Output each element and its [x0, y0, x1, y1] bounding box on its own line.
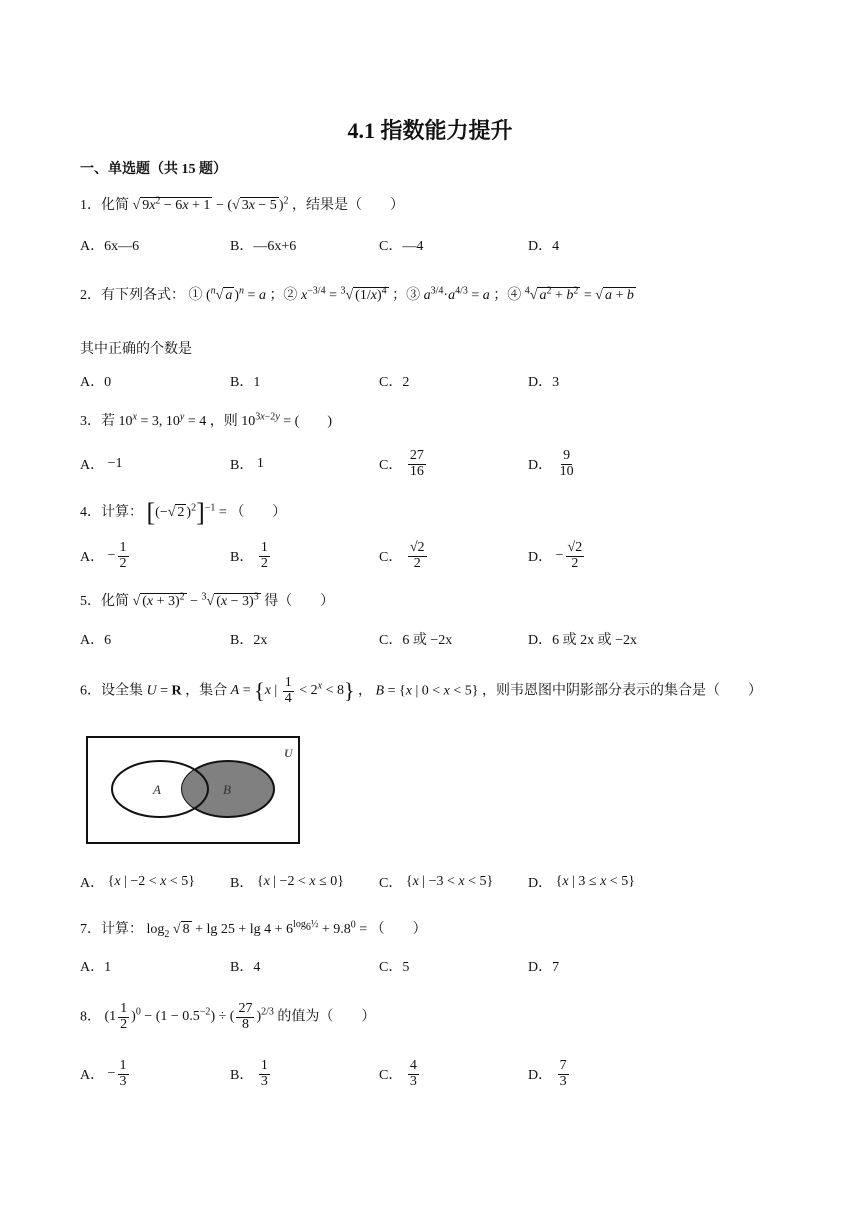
option-a[interactable]: [80, 861, 195, 903]
option-b-label: B．: [230, 876, 254, 891]
question-7-suffix: （ ）: [370, 922, 427, 937]
option-a-formula: {x | −2 < x < 5}: [107, 874, 196, 889]
option-d[interactable]: D． − $\frac{√2}{2}$: [528, 539, 583, 571]
question-6-mid-2: ，: [358, 683, 373, 699]
option-c-label: C．: [379, 876, 403, 891]
question-3-mid: ，则: [209, 414, 238, 429]
option-c-fraction: [408, 1059, 419, 1089]
question-6-prefix: 6．设全集: [80, 683, 143, 699]
universe-label: U: [284, 746, 293, 760]
question-6: [80, 676, 762, 706]
option-a[interactable]: A．0: [80, 375, 112, 390]
question-4: [80, 498, 286, 528]
question-6-suffix: ，则韦恩图中阴影部分表示的集合是（ ）: [482, 683, 762, 699]
option-b-label: B．: [230, 458, 254, 473]
option-d-label: D．: [528, 876, 553, 891]
question-7: [80, 918, 427, 940]
option-c[interactable]: C．—4: [379, 239, 424, 254]
option-b-fraction: [259, 1059, 270, 1089]
option-c[interactable]: C．5: [379, 960, 410, 975]
option-c-label: C．: [379, 550, 403, 565]
question-1-suffix: ，结果是（ ）: [291, 198, 404, 213]
question-2-item-1-label: ①: [188, 288, 203, 303]
question-4-prefix: 4．计算：: [80, 505, 143, 521]
question-3-condition: $10^x = 3$, $10^y = 4$: [118, 411, 207, 429]
question-2-item-2-label: ；②: [269, 288, 298, 303]
numerator: 4: [409, 1057, 417, 1073]
option-a-label: A．: [80, 458, 105, 473]
option-d[interactable]: [528, 861, 635, 903]
option-b-formula: {x | −2 < x ≤ 0}: [256, 874, 345, 889]
numerator: √2: [567, 539, 583, 555]
question-5-formula: √ $(x + 3)^2 - ^3√$ $(x - 3)^3$: [132, 591, 259, 609]
option-a[interactable]: A．6: [80, 633, 112, 648]
option-b-label: B．: [230, 1068, 254, 1083]
option-c[interactable]: [379, 443, 428, 485]
question-2-options: [80, 360, 780, 402]
option-d-fraction: [558, 1059, 569, 1089]
option-a[interactable]: A．6x—6: [80, 239, 140, 254]
option-c[interactable]: [379, 861, 493, 903]
question-8: [80, 1002, 375, 1032]
option-c-formula: {x | −3 < x < 5}: [405, 874, 494, 889]
numerator: 9: [563, 447, 571, 463]
question-8-options: [80, 1053, 780, 1095]
option-c[interactable]: C．2: [379, 375, 410, 390]
question-5-prefix: 5．化简: [80, 594, 129, 609]
question-5-options: [80, 618, 780, 660]
denominator: 16: [409, 463, 424, 479]
question-2-formula-3: $a^{3/4}\cdot a^{4/3} = a$: [423, 285, 490, 303]
question-6-set-b: B = {x | 0 < x < 5}: [375, 683, 479, 699]
denominator: 3: [559, 1073, 567, 1089]
option-b[interactable]: B．4: [230, 960, 261, 975]
option-c-fraction: [408, 541, 427, 571]
venn-diagram: [86, 736, 300, 844]
denominator: 3: [260, 1073, 268, 1089]
question-2: [80, 284, 636, 304]
option-d[interactable]: [528, 1053, 571, 1095]
denominator: 10: [559, 463, 574, 479]
numerator: 27: [409, 447, 424, 463]
question-4-suffix: （ ）: [230, 505, 287, 521]
option-b[interactable]: [230, 1053, 272, 1095]
question-1-options: [80, 224, 780, 266]
option-d-fraction: [566, 541, 585, 571]
question-1: [80, 194, 404, 214]
option-b-fraction: [259, 541, 270, 571]
option-b[interactable]: B．—6x+6: [230, 239, 297, 254]
option-c[interactable]: [379, 535, 429, 577]
question-5: [80, 590, 334, 610]
question-3-prefix: 3．若: [80, 414, 115, 429]
set-b-label: B: [223, 782, 231, 797]
question-3-options: [80, 443, 780, 485]
option-a-label: A．: [80, 876, 105, 891]
question-2-formula-4: $^4$√ $a^2 + b^2$ = √ a + b: [524, 285, 634, 303]
question-6-universe: U = R: [146, 683, 182, 699]
numerator: √2: [409, 539, 425, 555]
page-title: 4.1 指数能力提升: [347, 118, 513, 143]
question-1-prefix: 1．化简: [80, 198, 129, 213]
question-3-suffix: ( ): [294, 414, 332, 429]
option-a-fraction: [118, 1059, 129, 1089]
question-6-set-a: A = {x | $\frac{1}{4}$ < $2^x < 8$}: [230, 675, 355, 706]
denominator: 3: [409, 1073, 417, 1089]
option-a-label: A．: [80, 550, 105, 565]
option-d-label: D．: [528, 458, 553, 473]
option-a-fraction: [118, 541, 129, 571]
question-4-formula: [(−√ 2 )$^2$]$^{-1}$ =: [146, 498, 227, 527]
denominator: 2: [413, 555, 421, 571]
option-c[interactable]: [379, 1053, 421, 1095]
option-b[interactable]: [230, 443, 264, 485]
denominator: 3: [119, 1073, 127, 1089]
option-a[interactable]: A． − $\frac{1}{3}$: [80, 1057, 127, 1089]
question-3: [80, 410, 332, 430]
question-6-options: [80, 861, 780, 903]
numerator: 1: [119, 1057, 127, 1073]
question-2-formula-2: $x^{-3/4} = ^3√$ $(1/x)^4$: [300, 285, 387, 303]
question-7-prefix: 7．计算：: [80, 922, 143, 937]
option-a[interactable]: [80, 443, 123, 485]
question-2-item-3-label: ；③: [392, 288, 421, 303]
option-a-label: A．: [80, 1068, 105, 1083]
question-6-mid-1: ，集合: [185, 683, 228, 699]
set-a-label: A: [153, 782, 161, 797]
option-b[interactable]: [230, 535, 272, 577]
option-d[interactable]: D．7: [528, 960, 560, 975]
option-a-value: −1: [107, 456, 123, 471]
question-7-options: [80, 945, 780, 987]
question-2-item-4-label: ；④: [493, 288, 522, 303]
option-b[interactable]: [230, 861, 344, 903]
denominator: 2: [119, 555, 127, 571]
question-7-formula: $\log_2$ √ $8 + \lg 25 + \lg 4 + 6^{log_6\frac{1}{2}} + 9.8^0$ =: [146, 919, 368, 940]
option-d-formula: {x | 3 ≤ x < 5}: [555, 874, 635, 889]
option-d-label: D．: [528, 1068, 553, 1083]
question-2-prefix: 2．有下列各式：: [80, 288, 185, 303]
question-8-formula: (1 $\frac{1}{2}$ )$^0 - (1 - 0.5^{-2})$ ÷ ( $\frac{27}{8}$ )$^{2/3}$: [104, 1001, 274, 1032]
option-d[interactable]: D．4: [528, 239, 560, 254]
option-c-label: C．: [379, 1068, 403, 1083]
question-8-suffix: 的值为（ ）: [277, 1009, 376, 1025]
section-heading: 一、单选题（共 15 题）: [80, 162, 227, 177]
question-8-prefix: 8．: [80, 1009, 101, 1025]
option-a[interactable]: A．1: [80, 960, 112, 975]
option-b-value: 1: [256, 456, 264, 471]
numerator: 1: [260, 539, 268, 555]
question-2-formula-1: ($^n$√ a )$^n$ = a: [206, 285, 266, 303]
option-c[interactable]: C．6 或 −2x: [379, 633, 453, 648]
question-4-options: [80, 535, 780, 577]
question-3-expression: $10^{3x-2y}$ =: [241, 411, 292, 429]
option-b[interactable]: B．1: [230, 375, 261, 390]
denominator: 2: [260, 555, 268, 571]
option-d[interactable]: D．3: [528, 375, 560, 390]
denominator: 2: [571, 555, 579, 571]
numerator: 7: [559, 1057, 567, 1073]
option-a[interactable]: A． − $\frac{1}{2}$: [80, 539, 127, 571]
option-b-label: B．: [230, 550, 254, 565]
option-c-label: C．: [379, 458, 403, 473]
option-c-fraction: [408, 449, 426, 479]
numerator: 1: [260, 1057, 268, 1073]
question-1-formula: √ $9x^2 - 6x + 1$ − (√ 3x − 5 )$^2$: [132, 195, 289, 213]
numerator: 1: [119, 539, 127, 555]
question-2-note: 其中正确的个数是: [80, 342, 192, 357]
question-5-suffix: 得（ ）: [264, 594, 335, 609]
option-d-fraction: [558, 449, 576, 479]
option-b[interactable]: B．2x: [230, 633, 268, 648]
option-d[interactable]: [528, 443, 578, 485]
option-d[interactable]: D．6 或 2x 或 −2x: [528, 633, 638, 648]
option-d-label: D．: [528, 550, 553, 565]
